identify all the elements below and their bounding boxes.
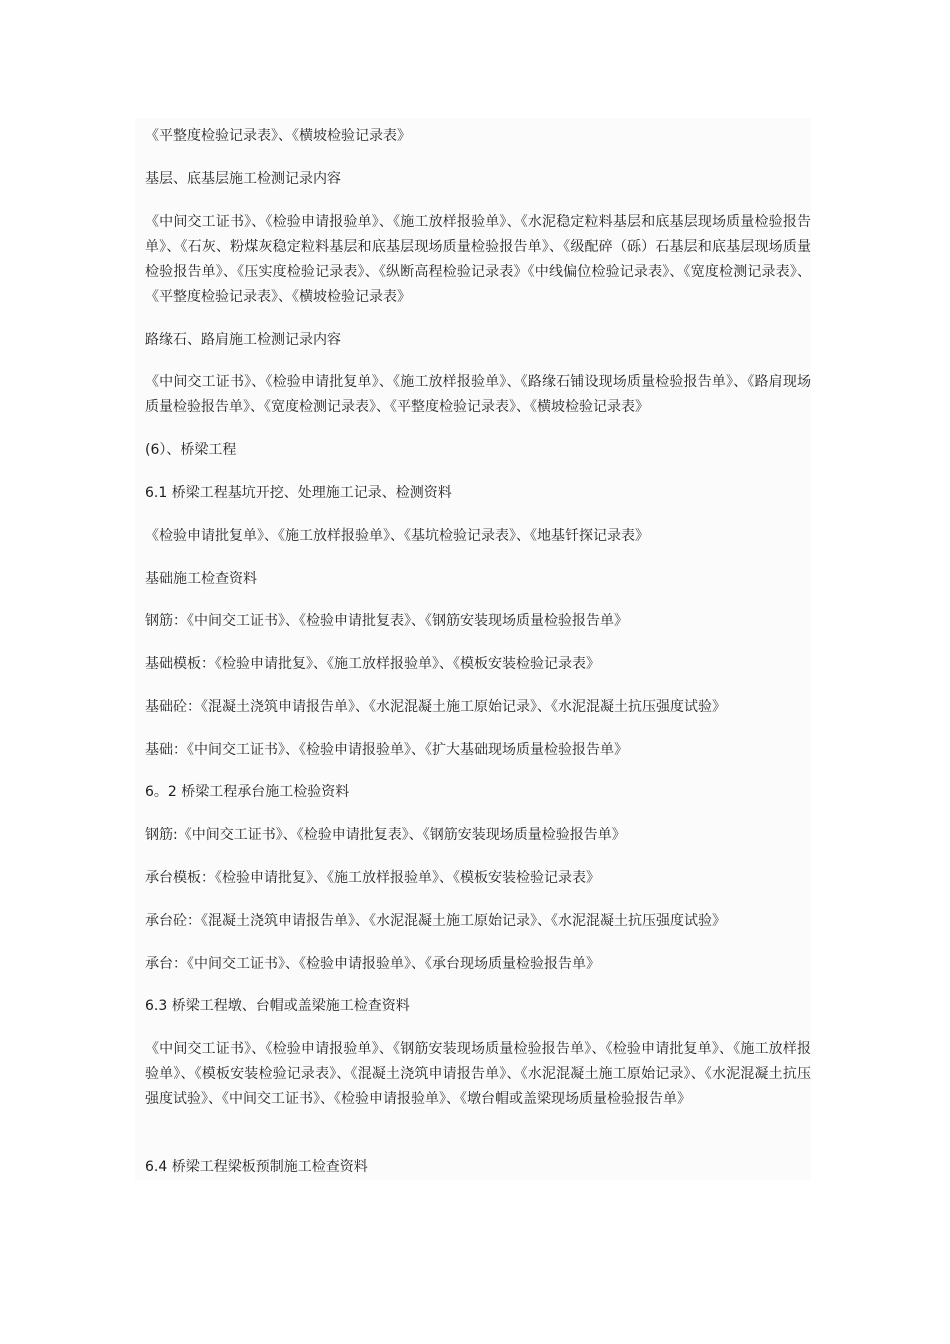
paragraph: 基础：《中间交工证书》、《检验申请报验单》、《扩大基础现场质量检验报告单》 [145, 742, 628, 758]
section-heading: 6.3 桥梁工程墩、台帽或盖梁施工检查资料 [145, 998, 410, 1014]
paragraph: 钢筋：《中间交工证书》、《检验申请批复表》、《钢筋安装现场质量检验报告单》 [145, 613, 628, 629]
section-heading: (6）、桥梁工程 [145, 442, 237, 458]
paragraph: 《中间交工证书》、《检验申请报验单》、《施工放样报验单》、《水泥稳定粒料基层和底基层现场质量检验报告单》、《石灰、粉煤灰稳定粒料基层和底基层现场质量检验报告单》、《级配碎（砾）石基层和底基层现场质量检验报告单》、《压实度检验记录表》、《纵断高程检验记录表》《中线偏位检验记录表》、《宽度检测记录表》、《平整度检验记录表》、《横坡检验记录表》 [145, 214, 811, 305]
section-heading: 6.1 桥梁工程基坑开挖、处理施工记录、检测资料 [145, 485, 452, 501]
section-heading: 基础施工检查资料 [145, 571, 257, 587]
paragraph: 承台：《中间交工证书》、《检验申请报验单》、《承台现场质量检验报告单》 [145, 956, 600, 972]
paragraph: 承台模板：《检验申请批复》、《施工放样报验单》、《模板安装检验记录表》 [145, 870, 600, 886]
section-heading: 6。2 桥梁工程承台施工检验资料 [145, 784, 350, 800]
paragraph: 《平整度检验记录表》、《横坡检验记录表》 [145, 128, 411, 144]
paragraph: 《检验申请批复单》、《施工放样报验单》、《基坑检验记录表》、《地基钎探记录表》 [145, 528, 649, 544]
section-heading: 6.4 桥梁工程梁板预制施工检查资料 [145, 1159, 368, 1175]
paragraph: 承台砼：《混凝土浇筑申请报告单》、《水泥混凝土施工原始记录》、《水泥混凝土抗压强度试验》 [145, 913, 726, 929]
section-heading: 基层、底基层施工检测记录内容 [145, 171, 341, 187]
paragraph: 《中间交工证书》、《检验申请报验单》、《钢筋安装现场质量检验报告单》、《检验申请批复单》、《施工放样报验单》、《模板安装检验记录表》、《混凝土浇筑申请报告单》、《水泥混凝土施工原始记录》、《水泥混凝土抗压强度试验》、《中间交工证书》、《检验申请报验单》、《墩台帽或盖梁现场质量检验报告单》 [145, 1041, 811, 1107]
paragraph: 《中间交工证书》、《检验申请批复单》、《施工放样报验单》、《路缘石铺设现场质量检验报告单》、《路肩现场质量检验报告单》、《宽度检测记录表》、《平整度检验记录表》、《横坡检验记录表》 [145, 374, 811, 415]
section-heading: 路缘石、路肩施工检测记录内容 [145, 332, 341, 348]
paragraph: 钢筋:《中间交工证书》、《检验申请批复表》、《钢筋安装现场质量检验报告单》 [145, 827, 626, 843]
paragraph: 基础模板：《检验申请批复》、《施工放样报验单》、《模板安装检验记录表》 [145, 656, 600, 672]
paragraph: 基础砼：《混凝土浇筑申请报告单》、《水泥混凝土施工原始记录》、《水泥混凝土抗压强度试验》 [145, 699, 726, 715]
